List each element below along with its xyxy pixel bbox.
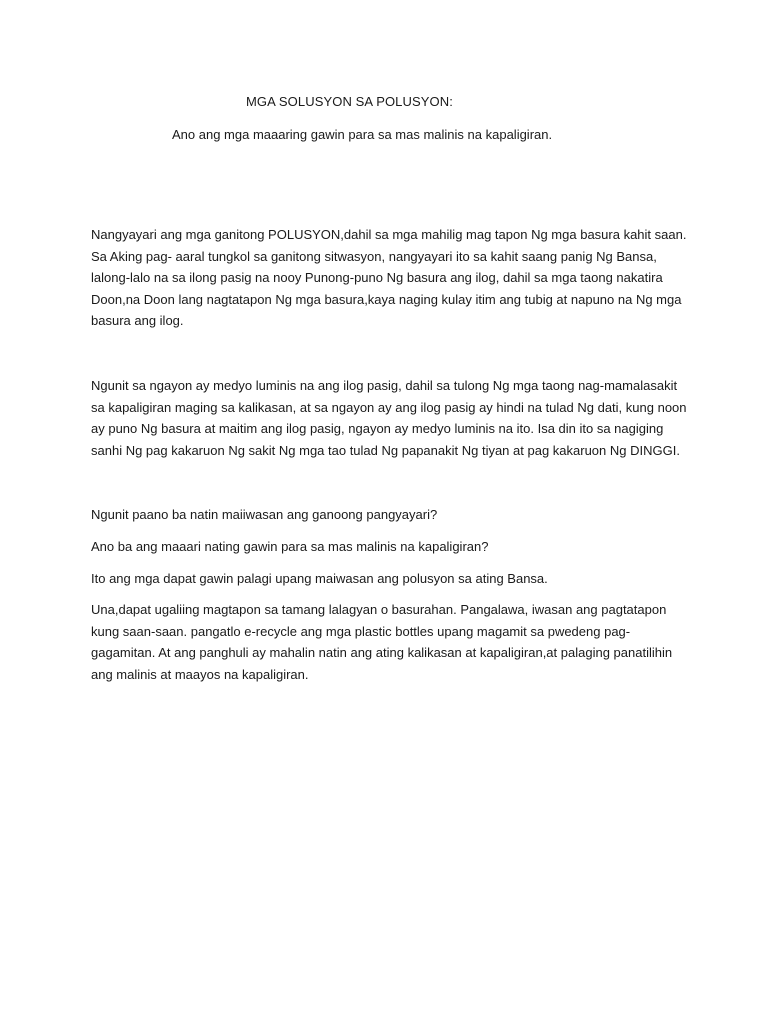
paragraph: Nangyayari ang mga ganitong POLUSYON,dahil sa mga mahilig mag tapon Ng mga basura kahit saan. Sa Aking pag- aaral tungkol sa ganitong sitwasyon, nangyayari ito sa kahit saang panig Ng Bansa, lalong-lalo na sa ilong pasig na nooy Punong-puno Ng basura ang ilog, dahil sa mga taong nakatira Doon,na Doon lang nagtatapon Ng mga basura,kaya naging kulay itim ang tubig at napuno na Ng mga basura ang ilog.	[91, 227, 687, 329]
paragraph: Ngunit sa ngayon ay medyo luminis na ang ilog pasig, dahil sa tulong Ng mga taong nag-mamalasakit sa kapaligiran maging sa kalikasan, at sa ngayon ay ang ilog pasig ay hindi na tulad Ng dati, kung noon ay puno Ng basura at maitim ang ilog pasig, ngayon ay medyo luminis na ito. Isa din ito sa nagiging sanhi Ng pag kakaruon Ng sakit Ng mga tao tulad Ng papanakit Ng tiyan at pag kakaruon Ng DINGGI.	[91, 377, 687, 458]
document-body	[91, 224, 691, 686]
paragraph: Una,dapat ugaliing magtapon sa tamang lalagyan o basurahan. Pangalawa, iwasan ang pagtatapon kung saan-saan. pangatlo e-recycle ang mga plastic bottles upang magamit sa pwedeng pag-gagamitan. At ang panghuli ay mahalin natin ang ating kalikasan at kapaligiran,at palaging panatilihin ang malinis at maayos na kapaligiran.	[91, 602, 673, 682]
document-subtitle: Ano ang mga maaaring gawin para sa mas malinis na kapaligiran.	[172, 127, 553, 142]
paragraph: Ano ba ang maaari nating gawin para sa mas malinis na kapaligiran?	[91, 538, 489, 554]
document-title: MGA SOLUSYON SA POLUSYON:	[246, 94, 453, 109]
paragraph: Ngunit paano ba natin maiiwasan ang ganoong pangyayari?	[91, 507, 438, 523]
paragraph: Ito ang mga dapat gawin palagi upang maiwasan ang polusyon sa ating Bansa.	[91, 570, 548, 586]
